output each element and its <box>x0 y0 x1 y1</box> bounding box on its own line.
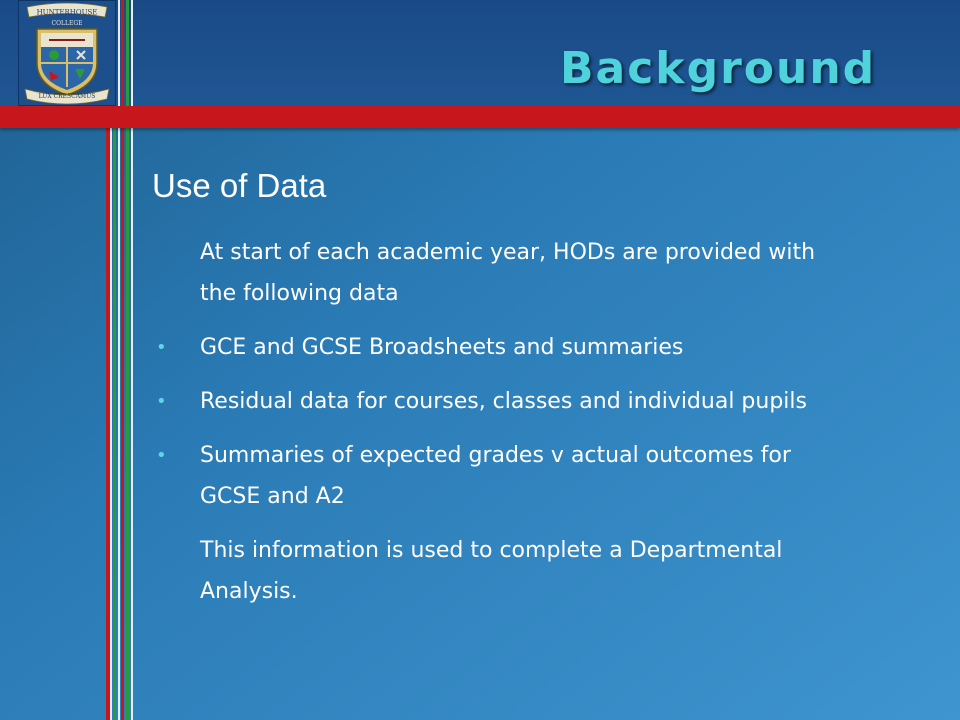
slide-body <box>150 232 850 625</box>
crest-motto-text: LUX CRESCAMUS <box>38 93 96 100</box>
intro-paragraph: At start of each academic year, HODs are provided with the following data <box>200 240 816 306</box>
red-band <box>0 106 960 128</box>
slide-subtitle: Use of Data <box>152 167 327 204</box>
crest-mid-text: COLLEGE <box>51 20 83 27</box>
bullet-item <box>150 381 850 422</box>
bullet-text: Residual data for courses, classes and individual pupils <box>200 389 807 414</box>
slide-title: Background <box>560 43 877 94</box>
bullet-text: GCE and GCSE Broadsheets and summaries <box>200 335 684 360</box>
crest-icon <box>19 1 115 105</box>
bullet-dot-icon: • <box>156 391 167 412</box>
crest-top-text: HUNTERHOUSE <box>36 8 98 17</box>
conclusion-paragraph: This information is used to complete a Departmental Analysis. <box>200 538 783 604</box>
college-crest-logo <box>18 0 116 106</box>
bullet-dot-icon: • <box>156 445 167 466</box>
bullet-item <box>150 327 850 368</box>
bullet-item <box>150 435 850 517</box>
bullet-text: Summaries of expected grades v actual outcomes for GCSE and A2 <box>200 443 791 509</box>
bullet-dot-icon: • <box>156 337 167 358</box>
